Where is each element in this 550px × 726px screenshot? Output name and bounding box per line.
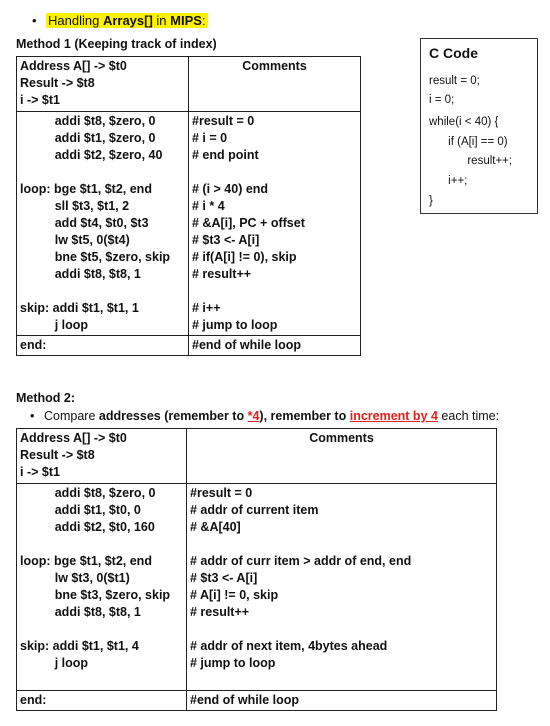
comment-line	[192, 283, 357, 300]
method1-header-row	[17, 57, 361, 112]
code-line: lw $t3, 0($t1)	[20, 571, 130, 585]
method2-table	[16, 428, 497, 711]
method1-body-row	[17, 112, 361, 336]
code-line: addi $t2, $t0, 160	[20, 520, 155, 534]
comment-line: # jump to loop	[190, 656, 276, 670]
comment-line: # &A[40]	[190, 520, 241, 534]
comment-line: # end point	[192, 148, 259, 162]
comment-line: # (i > 40) end	[192, 182, 269, 196]
comment-line	[190, 621, 493, 638]
comment-line: # $t3 <- A[i]	[192, 233, 260, 247]
bullet: •	[32, 13, 37, 28]
comment-line	[192, 164, 357, 181]
section-heading	[32, 13, 208, 28]
method1-register-map: Address A[] -> $t0 Result -> $t8 i -> $t1	[17, 57, 189, 112]
comment-line: # i = 0	[192, 131, 228, 145]
code-line	[20, 164, 185, 181]
code-line	[20, 672, 183, 689]
method2-comments	[187, 484, 497, 691]
c-code-line: }	[429, 195, 433, 207]
code-line	[20, 536, 183, 553]
method2-end-comment: #end of while loop	[187, 691, 497, 711]
c-code-line: while(i < 40) {	[429, 116, 499, 128]
code-line: bne $t3, $zero, skip	[20, 588, 171, 602]
code-line: skip: addi $t1, $t1, 4	[20, 639, 139, 653]
comment-line: # addr of curr item > addr of end, end	[190, 554, 412, 568]
method1-code	[17, 112, 189, 336]
code-line: addi $t8, $zero, 0	[20, 114, 156, 128]
method2-body-row	[17, 484, 497, 691]
comment-line: # addr of current item	[190, 503, 319, 517]
method1-title: Method 1 (Keeping track of index)	[16, 37, 217, 51]
code-line: addi $t1, $zero, 0	[20, 131, 156, 145]
comment-line: # &A[i], PC + offset	[192, 216, 305, 230]
code-line: bne $t5, $zero, skip	[20, 250, 171, 264]
c-code-line: i++;	[429, 175, 468, 187]
method1-comments-header: Comments	[189, 57, 361, 112]
code-line: addi $t8, $t8, 1	[20, 605, 141, 619]
comment-line: #result = 0	[192, 114, 255, 128]
code-line: add $t4, $t0, $t3	[20, 216, 149, 230]
comment-line: # i++	[192, 301, 221, 315]
c-code-title: C Code	[429, 45, 478, 61]
c-code-line: if (A[i] == 0)	[429, 136, 508, 148]
code-line: addi $t8, $zero, 0	[20, 486, 156, 500]
comment-line: # $t3 <- A[i]	[190, 571, 258, 585]
c-code-line: result++;	[429, 155, 513, 167]
method2-end-label: end:	[17, 691, 187, 711]
comment-line	[190, 672, 493, 689]
comment-line: # i * 4	[192, 199, 225, 213]
heading-highlight: Handling Arrays[] in MIPS:	[48, 13, 206, 28]
comment-line: # addr of next item, 4bytes ahead	[190, 639, 388, 653]
method1-end-label: end:	[17, 336, 189, 356]
c-code-line: i = 0;	[429, 94, 455, 106]
method2-end-row	[17, 691, 497, 711]
code-line: sll $t3, $t1, 2	[20, 199, 130, 213]
method1-table	[16, 56, 361, 356]
code-line: lw $t5, 0($t4)	[20, 233, 130, 247]
code-line: j loop	[20, 318, 89, 332]
code-line: skip: addi $t1, $t1, 1	[20, 301, 139, 315]
comment-line	[190, 536, 493, 553]
c-code-line: result = 0;	[429, 75, 480, 87]
code-line	[20, 621, 183, 638]
method1-end-row	[17, 336, 361, 356]
comment-line: # result++	[192, 267, 252, 281]
comment-line: # if(A[i] != 0), skip	[192, 250, 297, 264]
method1-comments	[189, 112, 361, 336]
comment-line: #result = 0	[190, 486, 253, 500]
code-line: j loop	[20, 656, 89, 670]
method2-title: Method 2:	[16, 391, 76, 405]
method2-register-map: Address A[] -> $t0 Result -> $t8 i -> $t1	[17, 429, 187, 484]
code-line: loop: bge $t1, $t2, end	[20, 182, 152, 196]
method1-end-comment: #end of while loop	[189, 336, 361, 356]
code-line	[20, 283, 185, 300]
comment-line: # A[i] != 0, skip	[190, 588, 279, 602]
code-line: addi $t2, $zero, 40	[20, 148, 163, 162]
method2-code	[17, 484, 187, 691]
c-code-box	[420, 38, 538, 214]
code-line: addi $t1, $t0, 0	[20, 503, 141, 517]
comment-line: # result++	[190, 605, 250, 619]
code-line: addi $t8, $t8, 1	[20, 267, 141, 281]
code-line: loop: bge $t1, $t2, end	[20, 554, 152, 568]
method2-description: • Compare addresses (remember to *4), remember to increment by 4 each time:	[30, 409, 500, 423]
comment-line: # jump to loop	[192, 318, 278, 332]
method2-header-row	[17, 429, 497, 484]
method2-comments-header: Comments	[187, 429, 497, 484]
